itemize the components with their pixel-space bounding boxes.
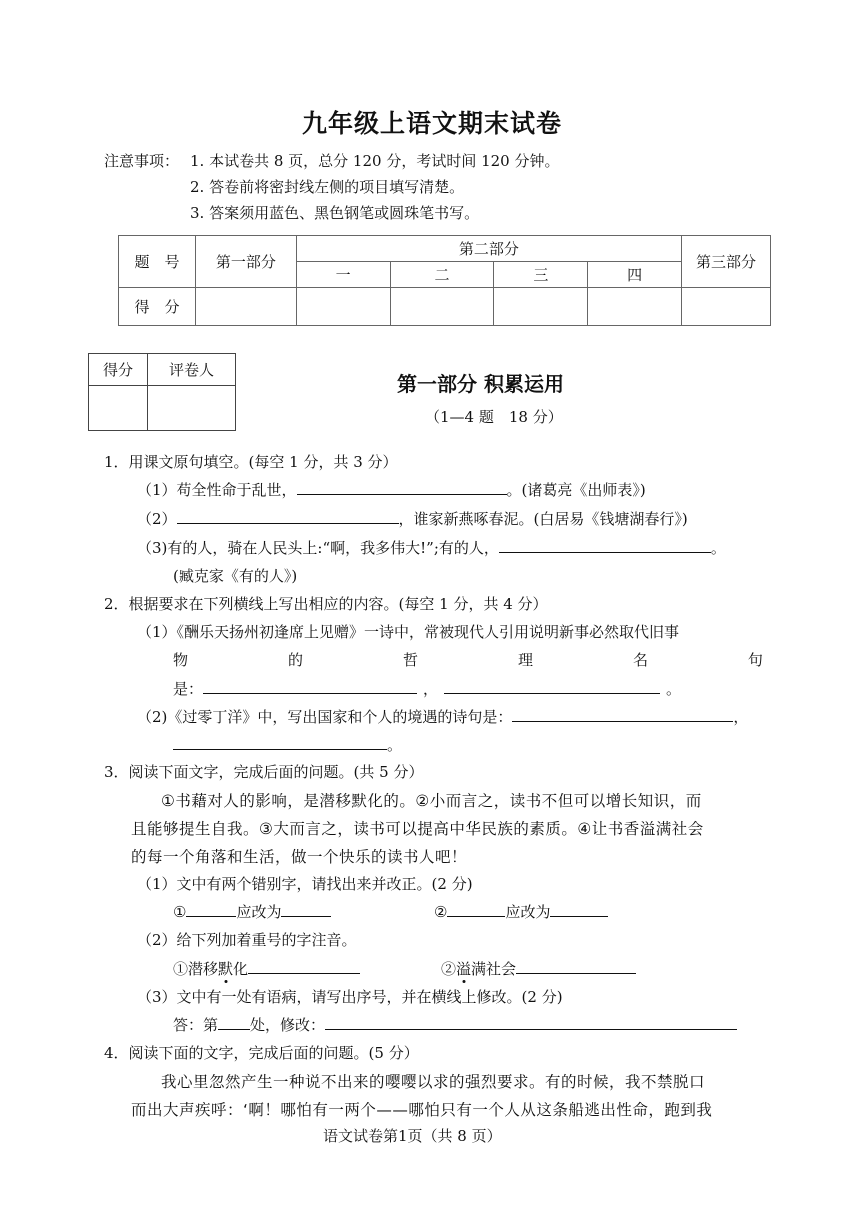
grader-name-label: 评卷人 [148,354,236,386]
grader-score-cell[interactable] [89,386,148,431]
q2-word: 哲 [402,651,418,669]
score-cell[interactable] [494,287,588,325]
q3-s3-mid: 处，修改： [250,1016,326,1034]
answer-blank[interactable] [173,748,387,750]
header-part3: 第三部分 [682,236,771,288]
grader-score-label: 得分 [89,354,148,386]
q3-s3-pre: 答：第 [173,1016,219,1034]
q1-s1-pre: （1）苟全性命于乱世， [137,481,297,499]
header-sub-1: 一 [296,262,390,287]
score-cell[interactable] [588,287,682,325]
q3-dotted-char: 默 [218,960,234,978]
q2-word: 的 [287,651,303,669]
q1-s2-post: ，谁家新燕啄春泥。(白居易《钱塘湖春行》) [398,510,688,528]
q4-passage-1: 我心里忽然产生一种说不出来的嘤嘤以求的强烈要求。有的时候，我不禁脱口 [161,1073,706,1091]
q2-comma: ， [423,680,439,698]
q3-s1: （1）文中有两个错别字，请找出来并改正。(2 分) [137,875,473,893]
answer-blank[interactable] [203,692,417,694]
q2-s2-end: 。 [387,736,403,754]
q2-word: 句 [747,651,763,669]
q4-passage-2: 而出大声疾呼：‘啊！哪怕有一两个——哪怕只有一个人从这条船逃出性命，跑到我 [131,1101,713,1119]
q2-s1-line3 [173,678,681,699]
q3-passage-2: 且能够提生自我。③大而言之，读书可以提高中华民族的素质。④让书香溢满社会 [131,820,704,838]
answer-blank[interactable] [218,1028,250,1030]
q2-stem: 2．根据要求在下列横线上写出相应的内容。(每空 1 分，共 4 分） [104,595,548,613]
q3-mark-2: ② [434,903,448,921]
q3-word: 化 [233,960,249,978]
page-title: 九年级上语文期末试卷 [302,109,563,138]
q2-s1-line1: （1）《酬乐天扬州初逢席上见赠》一诗中，常被现代人引用说明新事必然取代旧事 [137,623,680,641]
q1-s2 [137,508,688,529]
q3-change-to: 应改为 [505,903,551,921]
score-cell[interactable] [390,287,494,325]
q1-stem: 1．用课文原句填空。(每空 1 分，共 3 分） [104,453,398,471]
answer-blank[interactable] [550,915,608,917]
answer-blank[interactable] [444,692,660,694]
q3-s2-answer-2 [441,958,636,979]
q2-word: 物 [173,651,189,669]
header-sub-3: 三 [494,262,588,287]
q3-mark-1: ① [173,903,187,921]
q3-stem: 3．阅读下面文字，完成后面的问题。(共 5 分） [104,763,424,781]
score-cell[interactable] [296,287,390,325]
q3-passage-1: ①书藉对人的影响，是潜移默化的。②小而言之，读书不但可以增长知识，而 [161,792,702,810]
notice-label: 注意事项： [104,152,180,170]
q3-s2-answer-1 [173,958,360,979]
q3-dotted-char: 溢 [456,960,472,978]
q1-s3 [137,537,726,558]
q2-s2-line2 [173,734,402,755]
q2-s2 [137,706,748,727]
q3-s1-answer-2 [434,901,608,922]
header-part2: 第二部分 [296,236,681,262]
score-table [118,235,771,326]
notice-item-1: 1. 本试卷共 8 页，总分 120 分，考试时间 120 分钟。 [190,152,560,170]
q3-word: ② [441,960,457,978]
score-cell[interactable] [195,287,296,325]
q3-change-to: 应改为 [236,903,282,921]
q3-s3: （3）文中有一处有语病，请写出序号，并在横线上修改。(2 分) [137,988,563,1006]
row-header-score: 得 分 [119,287,196,325]
section-heading: 第一部分 积累运用 [397,372,564,396]
answer-blank[interactable] [516,972,636,974]
page-footer: 语文试卷第1页（共 8 页） [323,1127,502,1145]
q2-end: 。 [666,680,682,698]
q1-s1 [137,479,646,500]
q2-s1-line2 [173,649,763,670]
q3-word: 满社会 [471,960,517,978]
q1-s2-pre: （2） [137,510,177,528]
answer-blank[interactable] [499,551,711,553]
q2-s2-comma: ， [733,708,749,726]
answer-blank[interactable] [512,720,733,722]
header-sub-4: 四 [588,262,682,287]
q1-s3-source: (臧克家《有的人》) [173,567,298,585]
answer-blank[interactable] [297,493,507,495]
q2-word: 名 [632,651,648,669]
notice-item-2: 2. 答卷前将密封线左侧的项目填写清楚。 [190,178,465,196]
q3-passage-3: 的每一个角落和生活，做一个快乐的读书人吧！ [131,848,468,866]
notice-item-3: 3. 答案须用蓝色、黑色钢笔或圆珠笔书写。 [190,204,480,222]
q2-s1-pre: 是： [173,680,204,698]
q1-s3-pre: （3)有的人，骑在人民头上:“啊，我多伟大!”;有的人， [137,539,499,557]
answer-blank[interactable] [325,1028,737,1030]
answer-blank[interactable] [281,915,331,917]
q1-s1-post: 。(诸葛亮《出师表》) [506,481,646,499]
q1-s3-post: 。 [710,539,726,557]
answer-blank[interactable] [248,972,360,974]
grader-name-cell[interactable] [148,386,236,431]
answer-blank[interactable] [177,522,399,524]
score-cell[interactable] [682,287,771,325]
q4-stem: 4．阅读下面的文字，完成后面的问题。(5 分） [104,1044,419,1062]
q2-s2-pre: （2)《过零丁洋》中，写出国家和个人的境遇的诗句是： [137,708,513,726]
row-header-number: 题 号 [119,236,196,288]
header-sub-2: 二 [390,262,494,287]
q3-s1-answer-1 [173,901,331,922]
grader-table [88,353,236,431]
q2-word: 理 [517,651,533,669]
q3-s2: （2）给下列加着重号的字注音。 [137,931,357,949]
answer-blank[interactable] [186,915,236,917]
header-part1: 第一部分 [195,236,296,288]
q3-word: ①潜移 [173,960,219,978]
answer-blank[interactable] [447,915,505,917]
section-subheading: （1—4 题 18 分） [425,408,563,426]
q3-s3-answer [173,1014,737,1035]
